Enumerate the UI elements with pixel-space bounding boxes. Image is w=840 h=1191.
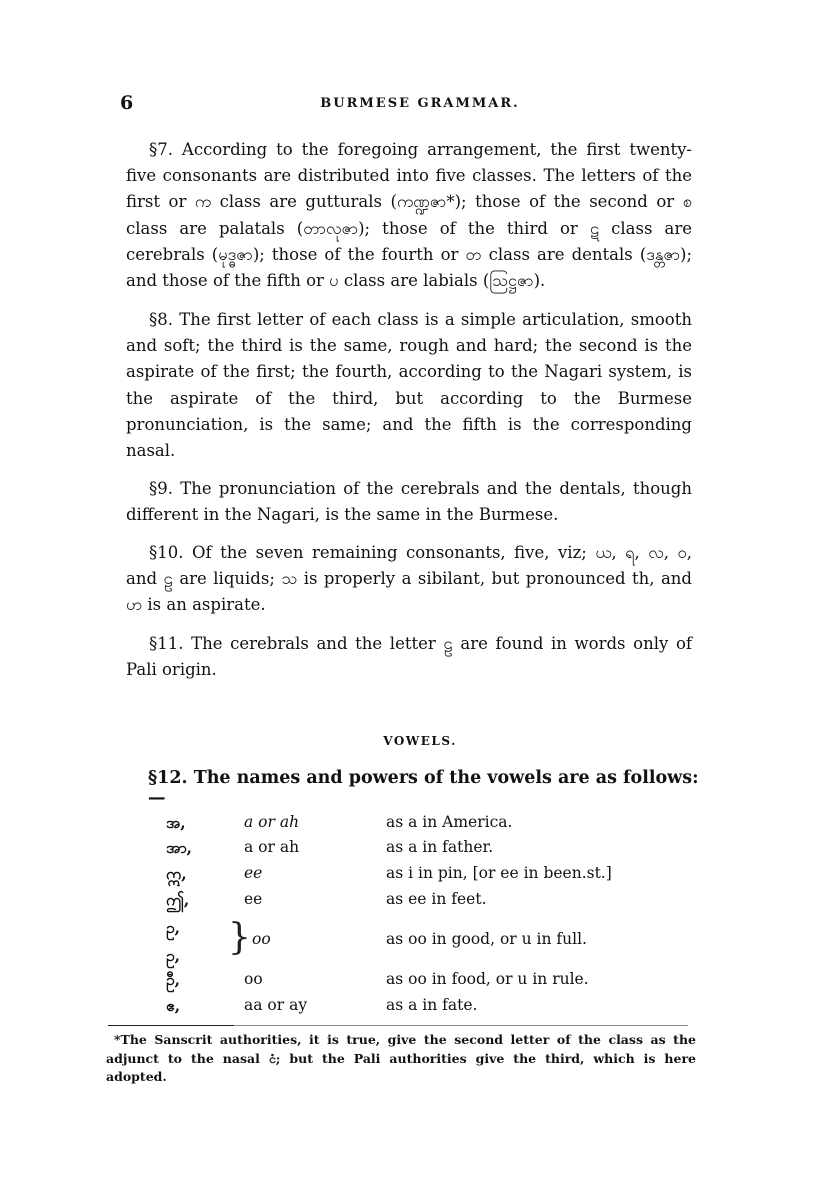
vowel-row — [0, 970, 840, 994]
page-header — [120, 92, 720, 116]
vowel-glyph: ဦ, — [166, 970, 180, 989]
footnote: *The Sanscrit authorities, it is true, give the second letter of the class as the adjunct to the nasal ငံ; but the Pali authorities give the third, which is here adopted. — [106, 1032, 696, 1084]
section-heading-vowels: VOWELS. — [383, 734, 457, 748]
grouping-brace-icon: } — [228, 917, 251, 958]
paragraph-10: §10. Of the seven remaining consonants, five, viz; ယ, ရ, လ, ဝ, and ဠ are liquids; သ is properly a sibilant, but pronounced th, and ဟ is an aspirate. — [126, 543, 692, 615]
running-title: BURMESE GRAMMAR. — [320, 96, 520, 111]
paragraph-9: §9. The pronunciation of the cerebrals and the dentals, though different in the Nagari, is the same in the Burmese. — [126, 479, 692, 525]
vowel-power: as a in fate. — [386, 996, 478, 1014]
vowel-row — [0, 864, 840, 888]
footnote-divider-extension — [234, 1025, 688, 1026]
vowel-power: as oo in food, or u in rule. — [386, 970, 589, 988]
vowel-power: as a in America. — [386, 813, 513, 831]
vowel-row — [0, 890, 840, 914]
vowel-power: as a in father. — [386, 838, 494, 856]
vowel-name: ee — [244, 864, 263, 882]
vowel-glyph: အ, — [166, 813, 186, 832]
paragraph-8: §8. The first letter of each class is a simple articulation, smooth and soft; the third is the same, rough and hard; the second is the aspirate of the first; the fourth, according to the Nagari system, is the aspirate of the third, but according to the Burmese pronunciation, is the same; and the fifth is the corresponding nasal. — [126, 310, 692, 461]
vowel-name: oo — [244, 970, 263, 988]
vowel-glyph: ဤ, — [166, 890, 190, 909]
vowel-glyph: ဥ, — [166, 946, 180, 965]
vowel-name: ee — [244, 890, 263, 908]
vowel-row — [0, 996, 840, 1020]
vowel-row — [0, 813, 840, 837]
vowel-power: as oo in good, or u in full. — [386, 930, 587, 948]
vowel-row — [0, 838, 840, 862]
vowel-glyph: ဣ, — [166, 864, 187, 883]
paragraph-12-intro: §12. The names and powers of the vowels are as follows:— — [148, 768, 699, 808]
vowel-glyph: ဧ, — [166, 996, 181, 1015]
page-number: 6 — [120, 92, 134, 114]
paragraph-7: §7. According to the foregoing arrangement, the first twenty-five consonants are distributed into five classes. The letters of the first or က class are gutturals (ကဏ္ဍဇာ*); those of the second or စ class are palatals (တာလုဇာ); those of the third or ဋ class are cerebrals (မုဒ္ဓဇာ); those of the fourth or တ class are dentals (ဒန္တဇာ); and those of the fifth or ပ class are labials (ဩဋ္ဌဇာ). — [126, 140, 692, 291]
footnote-divider — [108, 1025, 234, 1026]
vowel-name: oo — [252, 930, 271, 948]
vowel-glyph: အာ, — [166, 838, 192, 857]
vowel-glyph: ဥ, — [166, 918, 180, 937]
vowel-power: as ee in feet. — [386, 890, 487, 908]
vowel-name: a or ah — [244, 813, 300, 831]
vowel-power: as i in pin, [or ee in been.st.] — [386, 864, 612, 882]
paragraph-11: §11. The cerebrals and the letter ဠ are found in words only of Pali origin. — [126, 634, 692, 680]
vowel-row — [0, 930, 840, 965]
vowel-name: aa or ay — [244, 996, 308, 1014]
vowel-name: a or ah — [244, 838, 300, 856]
